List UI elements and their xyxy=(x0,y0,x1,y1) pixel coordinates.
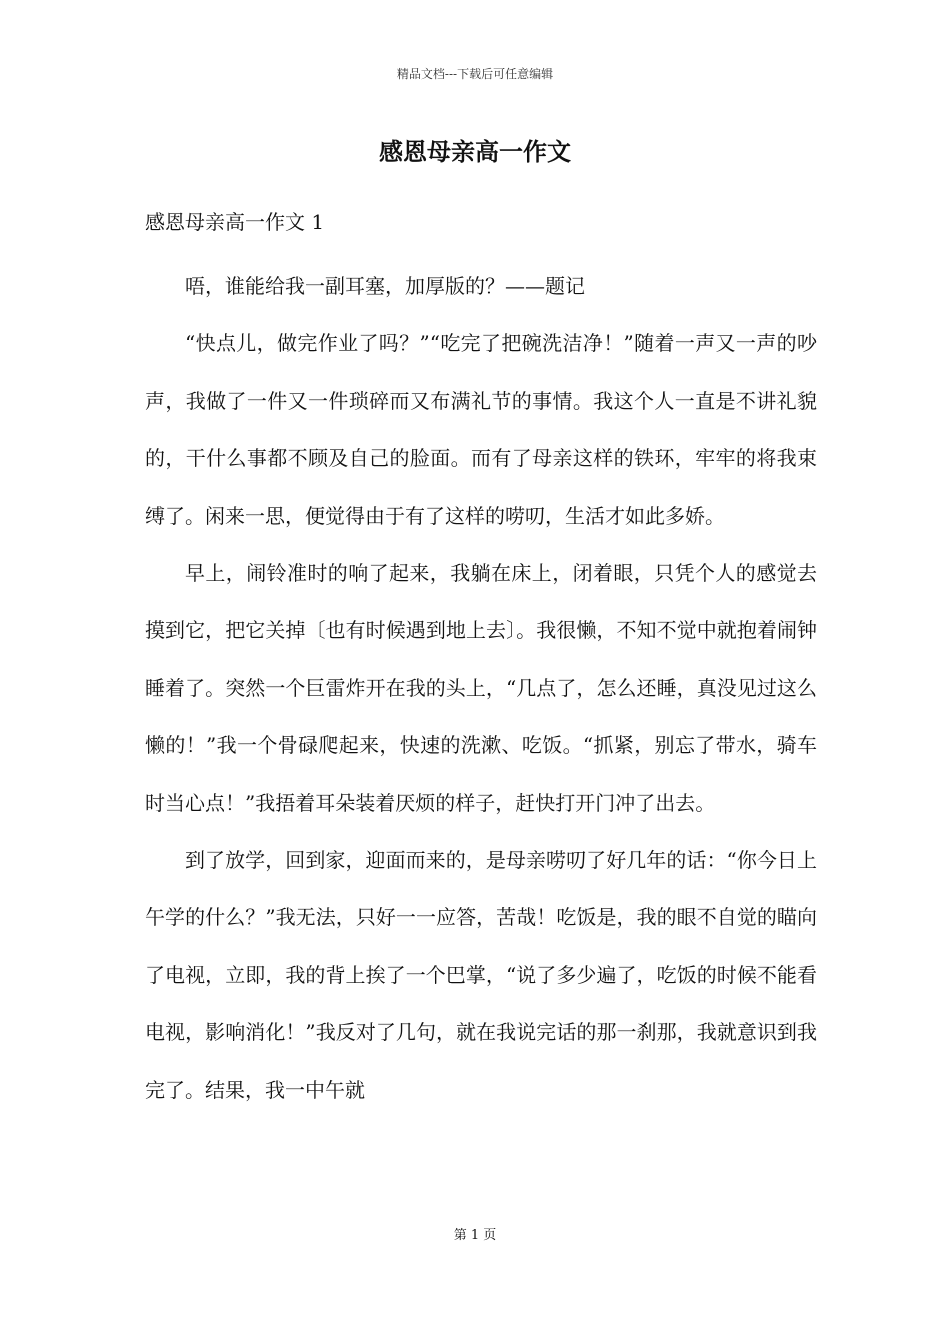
document-body xyxy=(145,258,817,1119)
section-heading: 感恩母亲高一作文 1 xyxy=(145,210,325,234)
paragraph-epigraph: 唔，谁能给我一副耳塞，加厚版的？——题记 xyxy=(185,274,585,298)
page-header: 精品文档---下载后可任意编辑 xyxy=(396,67,554,81)
paragraph-intro: “快点儿，做完作业了吗？”“吃完了把碗洗洁净！”随着一声又一声的吵声，我做了一件又一件琐碎而又布满礼节的事情。我这个人一直是不讲礼貌的，干什么事都不顾及自己的脸面。而有了母亲这样的铁环，牢牢的将我束缚了。闲来一思，便觉得由于有了这样的唠叨，生活才如此多娇。 xyxy=(145,331,817,528)
page-number: 第 1 页 xyxy=(453,1228,497,1243)
paragraph-morning: 早上，闹铃准时的响了起来，我躺在床上，闭着眼，只凭个人的感觉去摸到它，把它关掉〔也有时候遇到地上去〕。我很懒，不知不觉中就抱着闹钟睡着了。突然一个巨雷炸开在我的头上，“几点了，怎么还睡，真没见过这么懒的！”我一个骨碌爬起来，快速的洗漱、吃饭。“抓紧，别忘了带水，骑车时当心点！”我捂着耳朵装着厌烦的样子，赶快打开门冲了出去。 xyxy=(145,561,817,815)
document-title: 感恩母亲高一作文 xyxy=(379,137,571,166)
paragraph-after-school: 到了放学，回到家，迎面而来的，是母亲唠叨了好几年的话：“你今日上午学的什么？”我无法，只好一一应答，苦哉！吃饭是，我的眼不自觉的瞄向了电视，立即，我的背上挨了一个巴掌，“说了多少遍了，吃饭的时候不能看电视，影响消化！”我反对了几句，就在我说完话的那一刹那，我就意识到我完了。结果，我一中午就 xyxy=(145,848,817,1102)
